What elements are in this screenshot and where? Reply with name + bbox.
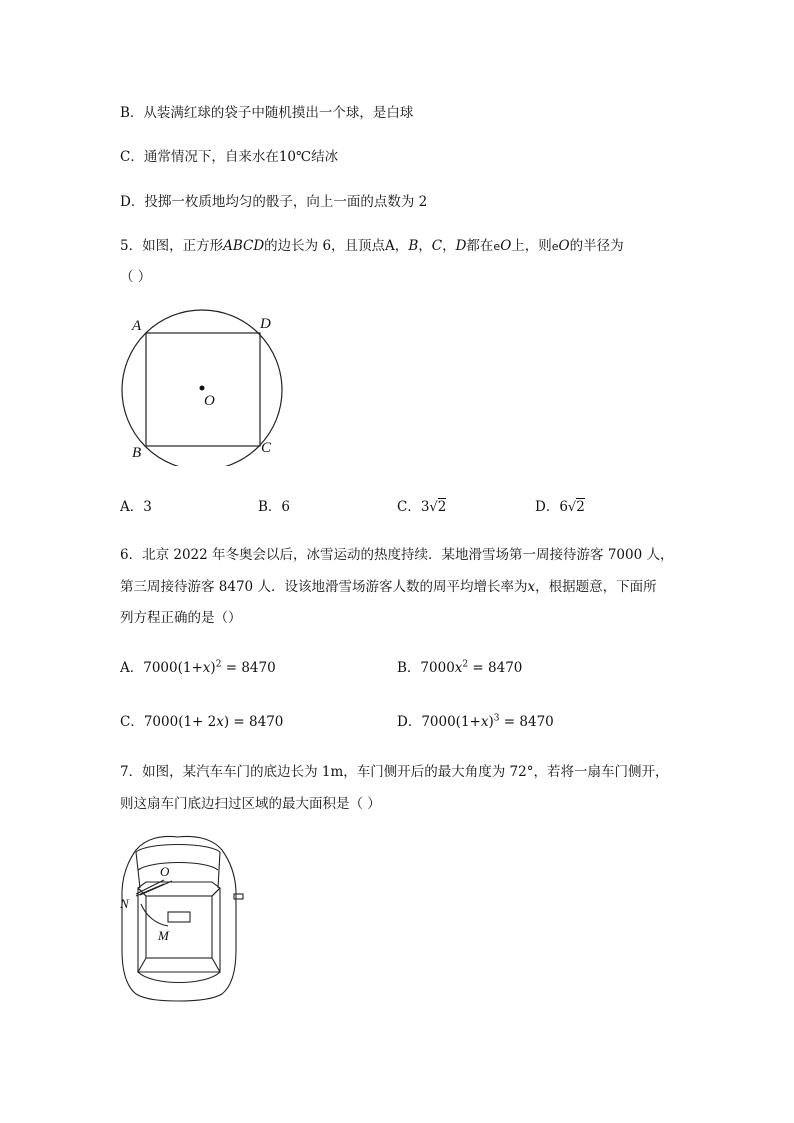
cabin-edge-right <box>212 888 220 896</box>
q7-line-1: 7．如图，某汽车车门的底边长为 1m，车门侧开后的最大角度为 72°，若将一扇车门侧开， <box>120 764 669 780</box>
rear-window <box>138 958 220 972</box>
q5-choice-d-radicand: 2 <box>576 499 585 515</box>
q6-choice-b-var: x <box>454 660 463 676</box>
q6-choice-a-eq-3: = 8470 <box>221 660 276 676</box>
label-o: O <box>160 864 170 879</box>
car-hood-left <box>136 852 140 888</box>
q4-choice-b: B．从装满红球的袋子中随机摸出一个球，是白球 <box>120 105 414 121</box>
label-b: B <box>132 445 142 461</box>
q5-choice-c-text: C．3 <box>397 499 430 515</box>
q6-choice-b-eq-1: 7000 <box>420 660 455 676</box>
q6-choice-d-eq-3: = 8470 <box>499 714 554 730</box>
windshield <box>138 882 220 896</box>
label-m: M <box>158 928 169 943</box>
label-o: O <box>204 393 215 409</box>
q6-line-3: 列方程正确的是（） <box>120 610 242 626</box>
q5-square-name: ABCD <box>223 238 265 254</box>
q6-choice-c-eq-1: 7000(1+ 2 <box>143 714 217 730</box>
circle-symbol: e <box>551 240 559 253</box>
q6-choice-d-eq-1: 7000(1+ <box>421 714 481 730</box>
q5-circle-o: O <box>558 238 570 254</box>
swept-arc <box>141 904 168 926</box>
q5-text-3: 上，则 <box>511 238 552 254</box>
circle-symbol: e <box>493 240 501 253</box>
car-rear-line <box>138 972 220 983</box>
q5-text-1: 的边长为 6，且顶点A， <box>264 238 409 254</box>
q5-stem <box>120 236 624 257</box>
q4-choice-c: C．通常情况下，自来水在10℃结冰 <box>120 149 339 165</box>
q5-choice-b: B．6 <box>258 499 291 515</box>
sqrt-icon: √ <box>567 500 577 515</box>
q6-choice-c-var: x <box>216 714 224 730</box>
label-c: C <box>261 440 272 456</box>
q6-choice-d <box>397 712 554 732</box>
q7-car-figure <box>112 830 252 1002</box>
q6-choice-b-eq-2: = 8470 <box>468 660 523 676</box>
q6-choice-b-label: B． <box>397 660 421 676</box>
car-body <box>122 836 236 1001</box>
q6-choice-d-var: x <box>480 714 489 730</box>
q5-text-2: 都在 <box>466 238 494 254</box>
label-d: D <box>260 316 271 332</box>
sunroof <box>168 912 190 922</box>
q5-number: 5．如图，正方形 <box>120 238 224 254</box>
q6-line-2-post: ，根据题意，下面所 <box>535 579 657 595</box>
right-mirror <box>234 894 243 899</box>
q5-choice-d <box>535 497 585 518</box>
center-point <box>200 386 205 391</box>
q5-text-4: 的半径为 <box>569 238 624 254</box>
q6-choice-d-exp: 3 <box>493 713 500 724</box>
q6-choice-c-eq-2: ) = 8470 <box>223 714 284 730</box>
car-hood <box>136 845 220 853</box>
label-a: A <box>132 318 142 334</box>
q5-comma-2: ， <box>442 238 456 254</box>
q6-choice-c <box>120 712 283 732</box>
q6-choice-b-exp: 2 <box>462 659 469 670</box>
q5-choice-a: A．3 <box>120 499 152 515</box>
q5-answer-paren: （ ） <box>120 269 152 285</box>
q6-choice-a-var: x <box>202 660 211 676</box>
sqrt-icon: √ <box>429 500 438 515</box>
q6-choice-a-exp: 2 <box>215 659 222 670</box>
q5-figure <box>110 306 290 466</box>
q5-point-d: D <box>455 238 467 254</box>
q5-choice-c <box>397 497 446 518</box>
car-hood-right <box>218 852 220 888</box>
cabin <box>146 896 212 958</box>
q5-point-c: C <box>431 238 443 254</box>
q5-comma-1: ， <box>418 238 432 254</box>
car-front-line <box>138 863 218 871</box>
q6-choice-b <box>397 658 522 678</box>
q5-circle-o: O <box>500 238 512 254</box>
q7-line-2: 则这扇车门底边扫过区域的最大面积是（ ） <box>120 796 381 812</box>
q5-choice-c-radicand: 2 <box>437 499 447 515</box>
q6-variable-x: x <box>527 579 536 595</box>
label-n: N <box>120 896 129 911</box>
q5-choice-d-text: D．6 <box>535 499 568 515</box>
q6-choice-d-label: D． <box>397 714 422 730</box>
q6-choice-a <box>120 658 276 678</box>
q6-choice-c-label: C． <box>120 714 144 730</box>
q6-choice-a-eq-2: ) <box>210 660 216 676</box>
q6-choice-a-label: A． <box>120 660 144 676</box>
q4-choice-d: D．投掷一枚质地均匀的骰子，向上一面的点数为 2 <box>120 194 428 210</box>
q6-choice-d-eq-2: ) <box>488 714 494 730</box>
q6-line-2-pre: 第三周接待游客 8470 人．设该地滑雪场游客人数的周平均增长率为 <box>120 579 528 595</box>
q6-line-2 <box>120 577 657 597</box>
q6-line-1: 6．北京 2022 年冬奥会以后，冰雪运动的热度持续．某地滑雪场第一周接待游客 7000 人， <box>120 547 674 563</box>
q6-choice-a-eq-1: 7000(1+ <box>143 660 203 676</box>
q5-point-b: B <box>408 238 419 254</box>
